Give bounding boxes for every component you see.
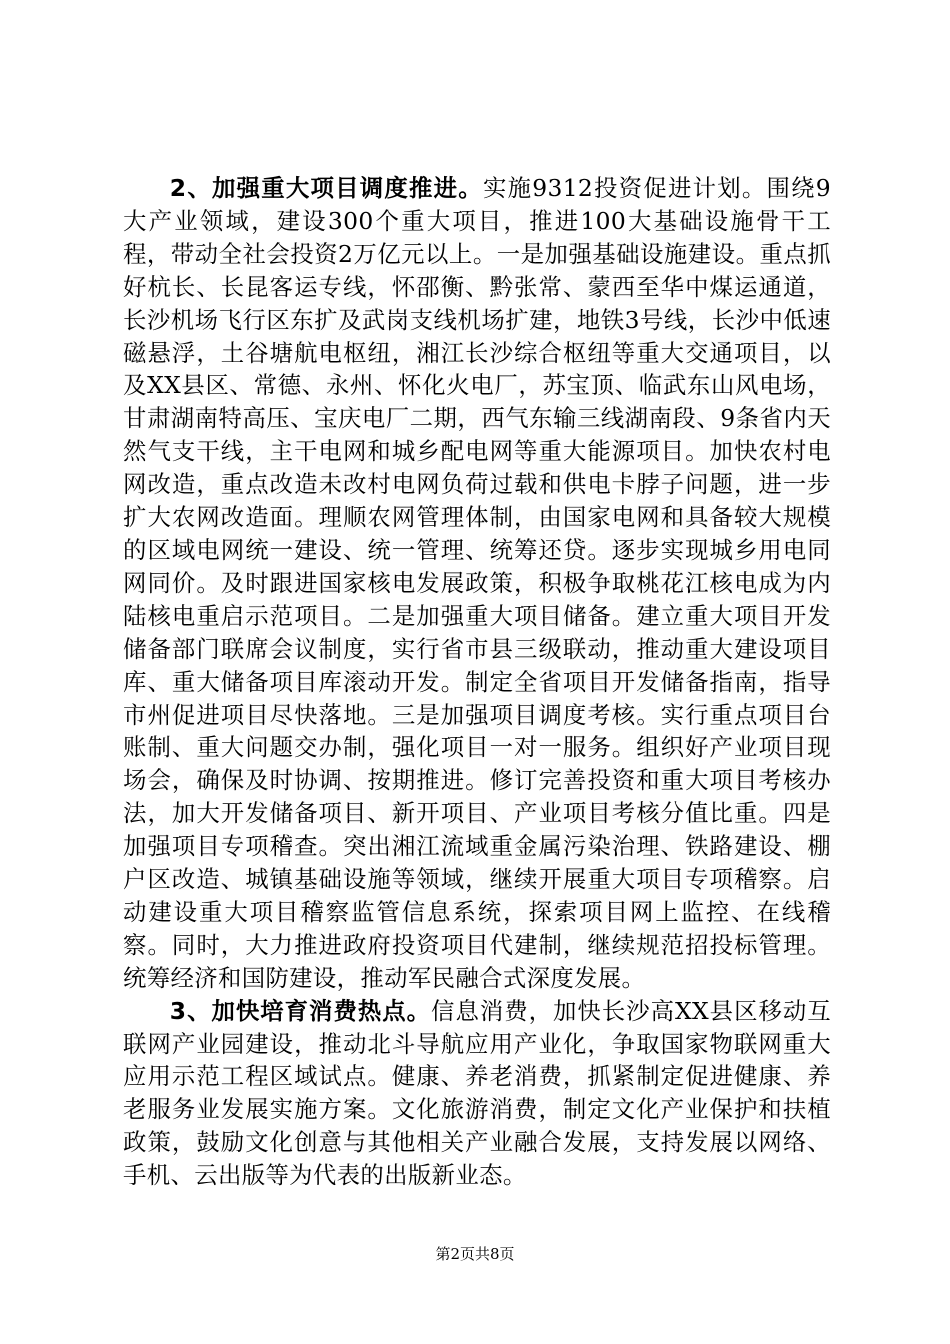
page-number: 第2页 (435, 1245, 475, 1263)
paragraph-consumption (123, 995, 831, 1192)
paragraph-text: 实施9312投资促进计划。围绕9大产业领域，建设300个重大项目，推进100大基础设施骨干工程，带动全社会投资2万亿元以上。一是加强基础设施建设。重点抓好杭长、长昆客运专线，怀邵衡、黔张常、蒙西至华中煤运通道，长沙机场飞行区东扩及武岗支线机场扩建，地铁3号线，长沙中低速磁悬浮，土谷塘航电枢纽，湘江长沙综合枢纽等重大交通项目，以及XX县区、常德、永州、怀化火电厂，苏宝顶、临武东山风电场，甘肃湖南特高压、宝庆电厂二期，西气东输三线湖南段、9条省内天然气支干线，主干电网和城乡配电网等重大能源项目。加快农村电网改造，重点改造未改村电网负荷过载和供电卡脖子问题，进一步扩大农网改造面。理顺农网管理体制，由国家电网和具备较大规模的区域电网统一建设、统一管理、统筹还贷。逐步实现城乡用电同网同价。及时跟进国家核电发展政策，积极争取桃花江核电成为内陆核电重启示范项目。二是加强重大项目储备。建立重大项目开发储备部门联席会议制度，实行省市县三级联动，推动重大建设项目库、重大储备项目库滚动开发。制定全省项目开发储备指南，指导市州促进项目尽快落地。三是加强项目调度考核。实行重点项目台账制、重大问题交办制，强化项目一对一服务。组织好产业项目现场会，确保及时协调、按期推进。修订完善投资和重大项目考核办法，加大开发储备项目、新开项目、产业项目考核分值比重。四是加强项目专项稽查。突出湘江流域重金属污染治理、铁路建设、棚户区改造、城镇基础设施等领域，继续开展重大项目专项稽察。启动建设重大项目稽察监管信息系统，探索项目网上监控、在线稽察。同时，大力推进政府投资项目代建制，继续规范招投标管理。统筹经济和国防建设，推动军民融合式深度发展。 (123, 174, 831, 992)
paragraph-heading: 3、加快培育消费热点。 (169, 996, 432, 1025)
page-footer (0, 1244, 950, 1264)
paragraph-text: 信息消费，加快长沙高XX县区移动互联网产业园建设，推动北斗导航应用产业化，争取国家物联网重大应用示范工程区域试点。健康、养老消费，抓紧制定促进健康、养老服务业发展实施方案。文化旅游消费，制定文化产业保护和扶植政策，鼓励文化创意与其他相关产业融合发展，支持发展以网络、手机、云出版等为代表的出版新业态。 (123, 996, 831, 1190)
paragraph-heading: 2、加强重大项目调度推进。 (169, 174, 483, 202)
paragraph-major-projects (123, 172, 831, 995)
page-total: 共8页 (475, 1245, 515, 1263)
document-body (123, 172, 831, 1192)
